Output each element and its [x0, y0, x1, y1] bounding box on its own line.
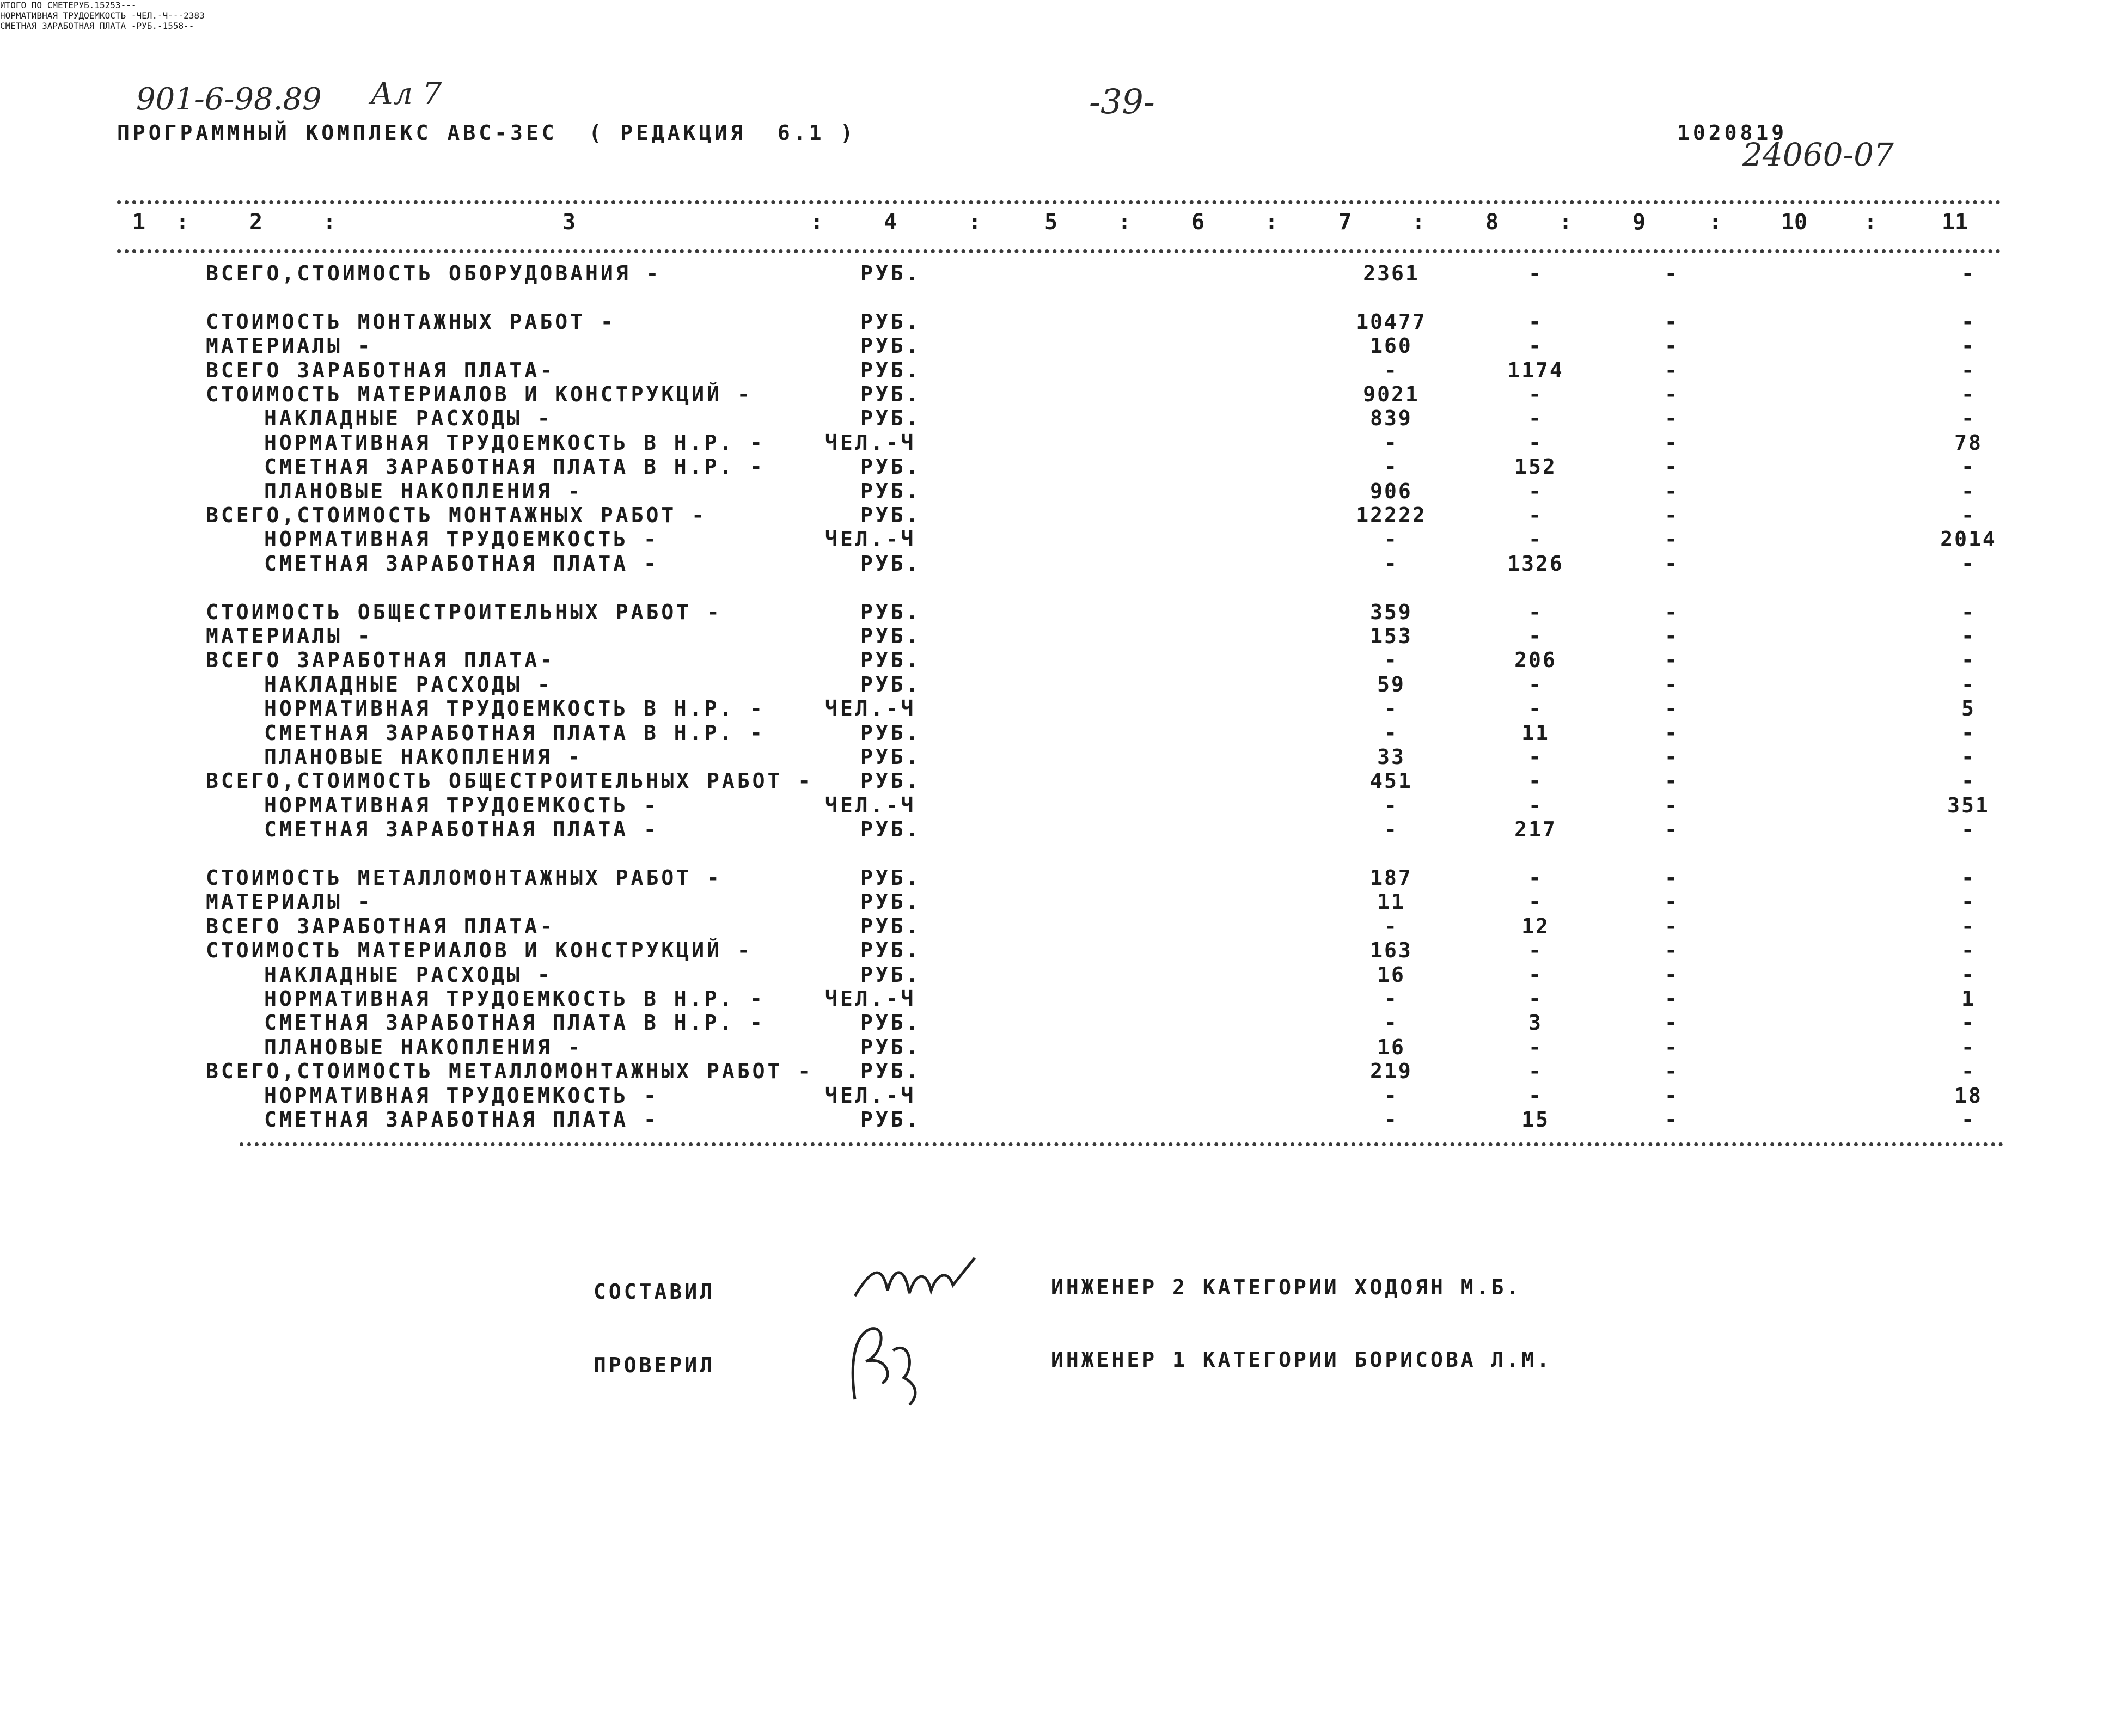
doc-number: 1020819 [1677, 121, 1788, 145]
col-header-8: 8 [1485, 210, 1499, 235]
cell-col-8: 11 [1521, 720, 1550, 745]
cell-col-9: - [1665, 527, 1679, 552]
cell-col-9: - [1665, 600, 1679, 624]
col-header-2: 2 [249, 210, 263, 235]
cell-col-8: 152 [1514, 455, 1557, 479]
cell-col-9: - [1665, 503, 1679, 527]
cell-col-9: - [1665, 309, 1679, 334]
row-unit: РУБ. [860, 358, 921, 382]
table-header-rule [117, 249, 2001, 253]
cell-col-7: 451 [1370, 769, 1412, 793]
table-row [0, 503, 2122, 527]
cell-col-7: - [1384, 358, 1398, 382]
row-unit: ЧЕЛ.-Ч [825, 430, 916, 455]
table-row [0, 1084, 2122, 1108]
row-label: ВСЕГО,СТОИМОСТЬ ОБОРУДОВАНИЯ - [206, 261, 662, 285]
col-sep: : [322, 210, 337, 235]
row-label: НАКЛАДНЫЕ РАСХОДЫ - [264, 406, 553, 431]
cell-col-11: - [1961, 334, 1976, 358]
cell-col-8: - [1528, 866, 1543, 890]
cell-col-8: - [1528, 1083, 1543, 1108]
cell-col-9: - [1665, 406, 1679, 431]
row-unit: РУБ. [860, 672, 921, 696]
table-totals [0, 0, 2122, 31]
checked-by: ИНЖЕНЕР 1 КАТЕГОРИИ БОРИСОВА Л.М. [1051, 1348, 1552, 1372]
row-label: НОРМАТИВНАЯ ТРУДОЕМКОСТЬ В Н.Р. - [264, 430, 765, 455]
cell-col-7: - [1384, 720, 1398, 745]
col-sep: : [1264, 210, 1279, 235]
cell-col-11: - [1961, 1011, 1976, 1035]
cell-col-8: 1558 [162, 21, 184, 31]
cell-col-11: 5 [1961, 696, 1976, 721]
cell-col-11: - [1961, 914, 1976, 938]
cell-col-7: 163 [1370, 938, 1412, 963]
cell-col-7: 11 [1377, 890, 1405, 914]
table-row [0, 624, 2122, 648]
row-unit: РУБ. [860, 1108, 921, 1132]
cell-col-8: - [1528, 890, 1543, 914]
cell-col-8: - [1528, 1059, 1543, 1084]
cell-col-7: - [1384, 696, 1398, 721]
cell-col-8: 15 [1521, 1108, 1550, 1132]
row-unit: ЧЕЛ.-Ч [825, 696, 916, 721]
row-unit: ЧЕЛ.-Ч [825, 527, 916, 552]
cell-col-11: - [131, 0, 137, 10]
table-row [0, 1108, 2122, 1132]
row-label: НОРМАТИВНАЯ ТРУДОЕМКОСТЬ - [264, 1083, 659, 1108]
table-row [0, 1035, 2122, 1059]
cell-col-8: - [1528, 309, 1543, 334]
composed-by: ИНЖЕНЕР 2 КАТЕГОРИИ ХОДОЯН М.Б. [1051, 1275, 1522, 1299]
cell-col-11: - [188, 21, 194, 31]
row-label: СМЕТНАЯ ЗАРАБОТНАЯ ПЛАТА В Н.Р. - [264, 1011, 765, 1035]
row-label: НАКЛАДНЫЕ РАСХОДЫ - [264, 962, 553, 987]
cell-col-7: 59 [1377, 672, 1405, 696]
row-label: ВСЕГО,СТОИМОСТЬ МОНТАЖНЫХ РАБОТ - [206, 503, 707, 527]
cell-col-11: - [1961, 817, 1976, 842]
cell-col-8: - [1528, 745, 1543, 769]
row-unit: РУБ. [860, 720, 921, 745]
row-unit: РУБ. [860, 309, 921, 334]
table-row [0, 1011, 2122, 1035]
row-label: СМЕТНАЯ ЗАРАБОТНАЯ ПЛАТА - [264, 551, 659, 576]
row-label: СТОИМОСТЬ МЕТАЛЛОМОНТАЖНЫХ РАБОТ - [206, 866, 722, 890]
row-unit: ЧЕЛ.-Ч [825, 793, 916, 817]
col-sep: : [810, 210, 824, 235]
cell-col-9: - [1665, 624, 1679, 648]
cell-col-8: - [1528, 987, 1543, 1011]
cell-col-9: - [1665, 769, 1679, 793]
table-row [0, 358, 2122, 382]
cell-col-7: 906 [1370, 479, 1412, 503]
cell-col-9: - [1665, 866, 1679, 890]
table-row [0, 0, 2122, 10]
cell-col-9: - [1665, 1083, 1679, 1108]
row-unit: РУБ. [860, 624, 921, 648]
row-label: СТОИМОСТЬ МОНТАЖНЫХ РАБОТ - [206, 309, 616, 334]
doc-number-handwritten: 24060-07 [1742, 136, 1894, 173]
cell-col-11: - [1961, 962, 1976, 987]
row-unit: РУБ. [860, 1035, 921, 1059]
cell-col-9: - [1665, 382, 1679, 406]
cell-col-8: - [1528, 334, 1543, 358]
row-unit: ЧЕЛ.-Ч [825, 1083, 916, 1108]
cell-col-7: 10477 [1356, 309, 1427, 334]
cell-col-9: - [126, 0, 131, 10]
row-label: ПЛАНОВЫЕ НАКОПЛЕНИЯ - [264, 745, 583, 769]
cell-col-7: - [1384, 1011, 1398, 1035]
row-label: НОРМАТИВНАЯ ТРУДОЕМКОСТЬ - [264, 527, 659, 552]
col-header-4: 4 [883, 210, 897, 235]
cell-col-8: - [1528, 479, 1543, 503]
col-header-5: 5 [1044, 210, 1058, 235]
row-label: МАТЕРИАЛЫ - [206, 624, 373, 648]
row-unit: РУБ. [860, 648, 921, 673]
table-row [0, 10, 2122, 21]
signature-checked [833, 1318, 942, 1416]
cell-col-8: - [1528, 261, 1543, 285]
table-row [0, 21, 2122, 31]
row-label: МАТЕРИАЛЫ - [206, 334, 373, 358]
cell-col-8: - [1528, 769, 1543, 793]
cell-col-7: - [1384, 430, 1398, 455]
cell-col-9: - [1665, 430, 1679, 455]
table-row [0, 769, 2122, 793]
cell-col-11: - [1961, 624, 1976, 648]
cell-col-8: 12 [1521, 914, 1550, 938]
row-label: НОРМАТИВНАЯ ТРУДОЕМКОСТЬ В Н.Р. - [264, 696, 765, 721]
totals-rule [240, 1142, 2004, 1146]
cell-col-9: - [178, 10, 184, 21]
row-label: СМЕТНАЯ ЗАРАБОТНАЯ ПЛАТА - [0, 21, 137, 31]
cell-col-11: - [1961, 1035, 1976, 1059]
table-row [0, 334, 2122, 358]
cell-col-8: 217 [1514, 817, 1557, 842]
cell-col-9: - [1665, 890, 1679, 914]
row-label: МАТЕРИАЛЫ - [206, 890, 373, 914]
cell-col-7: 12222 [1356, 503, 1427, 527]
cell-col-7: - [157, 21, 163, 31]
cell-col-9: - [1665, 1011, 1679, 1035]
row-unit: РУБ. [860, 962, 921, 987]
row-label: ВСЕГО ЗАРАБОТНАЯ ПЛАТА- [206, 914, 555, 938]
cell-col-11: - [1961, 890, 1976, 914]
row-label: НОРМАТИВНАЯ ТРУДОЕМКОСТЬ - [0, 10, 137, 21]
cell-col-9: - [1665, 455, 1679, 479]
row-label: НОРМАТИВНАЯ ТРУДОЕМКОСТЬ - [264, 793, 659, 817]
row-label: ВСЕГО,СТОИМОСТЬ МЕТАЛЛОМОНТАЖНЫХ РАБОТ - [206, 1059, 814, 1084]
row-unit: РУБ. [860, 479, 921, 503]
row-unit: РУБ. [860, 600, 921, 624]
cell-col-9: - [1665, 1108, 1679, 1132]
cell-col-11: - [1961, 382, 1976, 406]
cell-col-7: 9021 [1363, 382, 1420, 406]
cell-col-8: - [1528, 430, 1543, 455]
row-label: СМЕТНАЯ ЗАРАБОТНАЯ ПЛАТА В Н.Р. - [264, 720, 765, 745]
row-unit: РУБ. [860, 261, 921, 285]
cell-col-9: - [1665, 261, 1679, 285]
cell-col-11: - [1961, 309, 1976, 334]
cell-col-11: - [1961, 648, 1976, 673]
cell-col-8: 206 [1514, 648, 1557, 673]
table-row [0, 987, 2122, 1011]
table-row [0, 745, 2122, 769]
cell-col-8: - [1528, 600, 1543, 624]
cell-col-8: - [1528, 696, 1543, 721]
cell-col-8: 3 [1528, 1011, 1543, 1035]
col-header-10: 10 [1781, 210, 1808, 235]
cell-col-9: - [1665, 987, 1679, 1011]
cell-col-9: - [1665, 1035, 1679, 1059]
cell-col-8: - [1528, 672, 1543, 696]
cell-col-8: - [1528, 382, 1543, 406]
row-label: СТОИМОСТЬ МАТЕРИАЛОВ И КОНСТРУКЦИЙ - [206, 938, 753, 963]
row-label: СМЕТНАЯ ЗАРАБОТНАЯ ПЛАТА В Н.Р. - [264, 455, 765, 479]
row-label: ПЛАНОВЫЕ НАКОПЛЕНИЯ - [264, 1035, 583, 1059]
row-unit: РУБ. [860, 817, 921, 842]
cell-col-8: - [1528, 624, 1543, 648]
cell-col-11: - [1961, 358, 1976, 382]
cell-col-7: - [1384, 914, 1398, 938]
row-unit: РУБ. [73, 0, 95, 10]
cell-col-9: - [1665, 358, 1679, 382]
cell-col-7: 153 [1370, 624, 1412, 648]
cell-col-7: 187 [1370, 866, 1412, 890]
cell-col-7: - [1384, 648, 1398, 673]
cell-col-11: 18 [1954, 1083, 1983, 1108]
cell-col-7: 15253 [94, 0, 121, 10]
table-row [0, 382, 2122, 406]
cell-col-11: - [1961, 600, 1976, 624]
cell-col-9: - [1665, 334, 1679, 358]
cell-col-11: - [1961, 406, 1976, 431]
table-row [0, 721, 2122, 745]
row-label: ВСЕГО ЗАРАБОТНАЯ ПЛАТА- [206, 648, 555, 673]
cell-col-7: - [1384, 793, 1398, 817]
row-unit: РУБ. [860, 866, 921, 890]
cell-col-11: - [1961, 261, 1976, 285]
cell-col-7: - [1384, 551, 1398, 576]
cell-col-7: 219 [1370, 1059, 1412, 1084]
doc-code-handwritten: 901-6-98.89 [136, 82, 322, 117]
row-label: ИТОГО ПО СМЕТЕ [0, 0, 74, 10]
row-unit: ЧЕЛ.-Ч [825, 987, 916, 1011]
cell-col-7: 16 [1377, 1035, 1405, 1059]
cell-col-7: 359 [1370, 600, 1412, 624]
table-row [0, 793, 2122, 817]
cell-col-8: - [1528, 962, 1543, 987]
cell-col-11: - [1961, 551, 1976, 576]
col-header-6: 6 [1191, 210, 1205, 235]
table-row [0, 406, 2122, 430]
cell-col-8: - [1528, 527, 1543, 552]
col-sep: : [1558, 210, 1573, 235]
signature-composed [849, 1247, 991, 1312]
cell-col-11: 1 [1961, 987, 1976, 1011]
cell-col-8: - [1528, 503, 1543, 527]
cell-col-7: - [1384, 1083, 1398, 1108]
cell-col-9: - [1665, 914, 1679, 938]
col-sep: : [968, 210, 982, 235]
cell-col-7: - [1384, 817, 1398, 842]
cell-col-9: - [1665, 648, 1679, 673]
page-number: -39- [1089, 82, 1155, 121]
table-row [0, 527, 2122, 551]
row-unit: РУБ. [860, 938, 921, 963]
table-row [0, 890, 2122, 914]
cell-col-7: 839 [1370, 406, 1412, 431]
table-row [0, 938, 2122, 962]
cell-col-11: - [1961, 866, 1976, 890]
row-label: СТОИМОСТЬ ОБЩЕСТРОИТЕЛЬНЫХ РАБОТ - [206, 600, 722, 624]
cell-col-9: - [184, 21, 189, 31]
sheet-handwritten: Ал 7 [370, 76, 442, 112]
row-label: СТОИМОСТЬ МАТЕРИАЛОВ И КОНСТРУКЦИЙ - [206, 382, 753, 406]
cell-col-8: 1174 [1507, 358, 1564, 382]
table-row [0, 1059, 2122, 1083]
cell-col-11: 2383 [184, 10, 205, 21]
cell-col-9: - [1665, 817, 1679, 842]
row-label: НАКЛАДНЫЕ РАСХОДЫ - [264, 672, 553, 696]
cell-col-7: 16 [1377, 962, 1405, 987]
row-label: ВСЕГО,СТОИМОСТЬ ОБЩЕСТРОИТЕЛЬНЫХ РАБОТ - [206, 769, 814, 793]
cell-col-9: - [1665, 938, 1679, 963]
cell-col-9: - [1665, 551, 1679, 576]
row-label: ВСЕГО ЗАРАБОТНАЯ ПЛАТА- [206, 358, 555, 382]
cell-col-8: - [120, 0, 126, 10]
col-header-9: 9 [1632, 210, 1646, 235]
row-unit: РУБ. [860, 334, 921, 358]
table-row [0, 479, 2122, 503]
cell-col-7: 33 [1377, 745, 1405, 769]
cell-col-11: - [1961, 745, 1976, 769]
row-unit: РУБ. [860, 382, 921, 406]
table-row [0, 963, 2122, 987]
cell-col-9: - [1665, 672, 1679, 696]
row-unit: РУБ. [860, 769, 921, 793]
table-row [0, 866, 2122, 890]
row-unit: РУБ. [860, 745, 921, 769]
col-sep: : [175, 210, 189, 235]
table-row [0, 648, 2122, 672]
cell-col-9: - [1665, 479, 1679, 503]
col-sep: : [1411, 210, 1426, 235]
row-unit: РУБ. [860, 1059, 921, 1084]
cell-col-7: - [1384, 1108, 1398, 1132]
cell-col-8: - [1528, 793, 1543, 817]
cell-col-11: - [1961, 455, 1976, 479]
checked-label: ПРОВЕРИЛ [594, 1353, 716, 1377]
composed-label: СОСТАВИЛ [594, 1280, 716, 1304]
cell-col-11: - [1961, 503, 1976, 527]
cell-col-9: - [1665, 1059, 1679, 1084]
col-sep: : [1117, 210, 1132, 235]
cell-col-11: 2014 [1940, 527, 1997, 552]
cell-col-11: 78 [1954, 430, 1983, 455]
col-header-3: 3 [562, 210, 576, 235]
cell-col-8: - [1528, 1035, 1543, 1059]
col-sep: : [1863, 210, 1878, 235]
row-unit: РУБ. [860, 551, 921, 576]
row-unit: ЧЕЛ.-Ч [136, 10, 168, 21]
row-unit: РУБ. [860, 890, 921, 914]
cell-col-9: - [1665, 745, 1679, 769]
table-row [0, 431, 2122, 455]
row-unit: РУБ. [860, 1011, 921, 1035]
row-label: ПЛАНОВЫЕ НАКОПЛЕНИЯ - [264, 479, 583, 503]
cell-col-11: 351 [1947, 793, 1990, 817]
cell-col-8: 1326 [1507, 551, 1564, 576]
cell-col-11: - [1961, 479, 1976, 503]
table-row [0, 600, 2122, 624]
cell-col-7: - [1384, 527, 1398, 552]
cell-col-11: - [1961, 1108, 1976, 1132]
col-sep: : [1708, 210, 1722, 235]
cell-col-11: - [1961, 938, 1976, 963]
row-label: СМЕТНАЯ ЗАРАБОТНАЯ ПЛАТА - [264, 1108, 659, 1132]
table-row [0, 817, 2122, 841]
row-label: СМЕТНАЯ ЗАРАБОТНАЯ ПЛАТА - [264, 817, 659, 842]
cell-col-9: - [1665, 793, 1679, 817]
cell-col-8: - [173, 10, 179, 21]
table-row [0, 914, 2122, 938]
table-row [0, 552, 2122, 576]
col-header-7: 7 [1338, 210, 1352, 235]
cell-col-7: - [1384, 987, 1398, 1011]
table-row [0, 696, 2122, 720]
row-label: НОРМАТИВНАЯ ТРУДОЕМКОСТЬ В Н.Р. - [264, 987, 765, 1011]
row-unit: РУБ. [136, 21, 157, 31]
col-header-11: 11 [1941, 210, 1968, 235]
column-header-row [117, 210, 2001, 242]
cell-col-7: 2361 [1363, 261, 1420, 285]
cell-col-11: - [1961, 720, 1976, 745]
cell-col-9: - [1665, 720, 1679, 745]
cell-col-7: - [1384, 455, 1398, 479]
cell-col-9: - [1665, 696, 1679, 721]
cell-col-8: - [1528, 406, 1543, 431]
table-top-rule [117, 200, 2001, 204]
cell-col-11: - [1961, 672, 1976, 696]
col-header-1: 1 [132, 210, 146, 235]
program-title: ПРОГРАММНЫЙ КОМПЛЕКС АВС-3ЕС ( РЕДАКЦИЯ 6.1 ) [117, 121, 857, 145]
row-unit: РУБ. [860, 406, 921, 431]
cell-col-9: - [1665, 962, 1679, 987]
row-unit: РУБ. [860, 503, 921, 527]
table-row [0, 673, 2122, 696]
table-row [0, 310, 2122, 334]
cell-col-8: - [1528, 938, 1543, 963]
cell-col-7: 160 [1370, 334, 1412, 358]
cell-col-11: - [1961, 1059, 1976, 1084]
cell-col-11: - [1961, 769, 1976, 793]
table-row [0, 261, 2122, 285]
cell-col-7: - [168, 10, 173, 21]
row-unit: РУБ. [860, 455, 921, 479]
row-unit: РУБ. [860, 914, 921, 938]
table-row [0, 455, 2122, 479]
